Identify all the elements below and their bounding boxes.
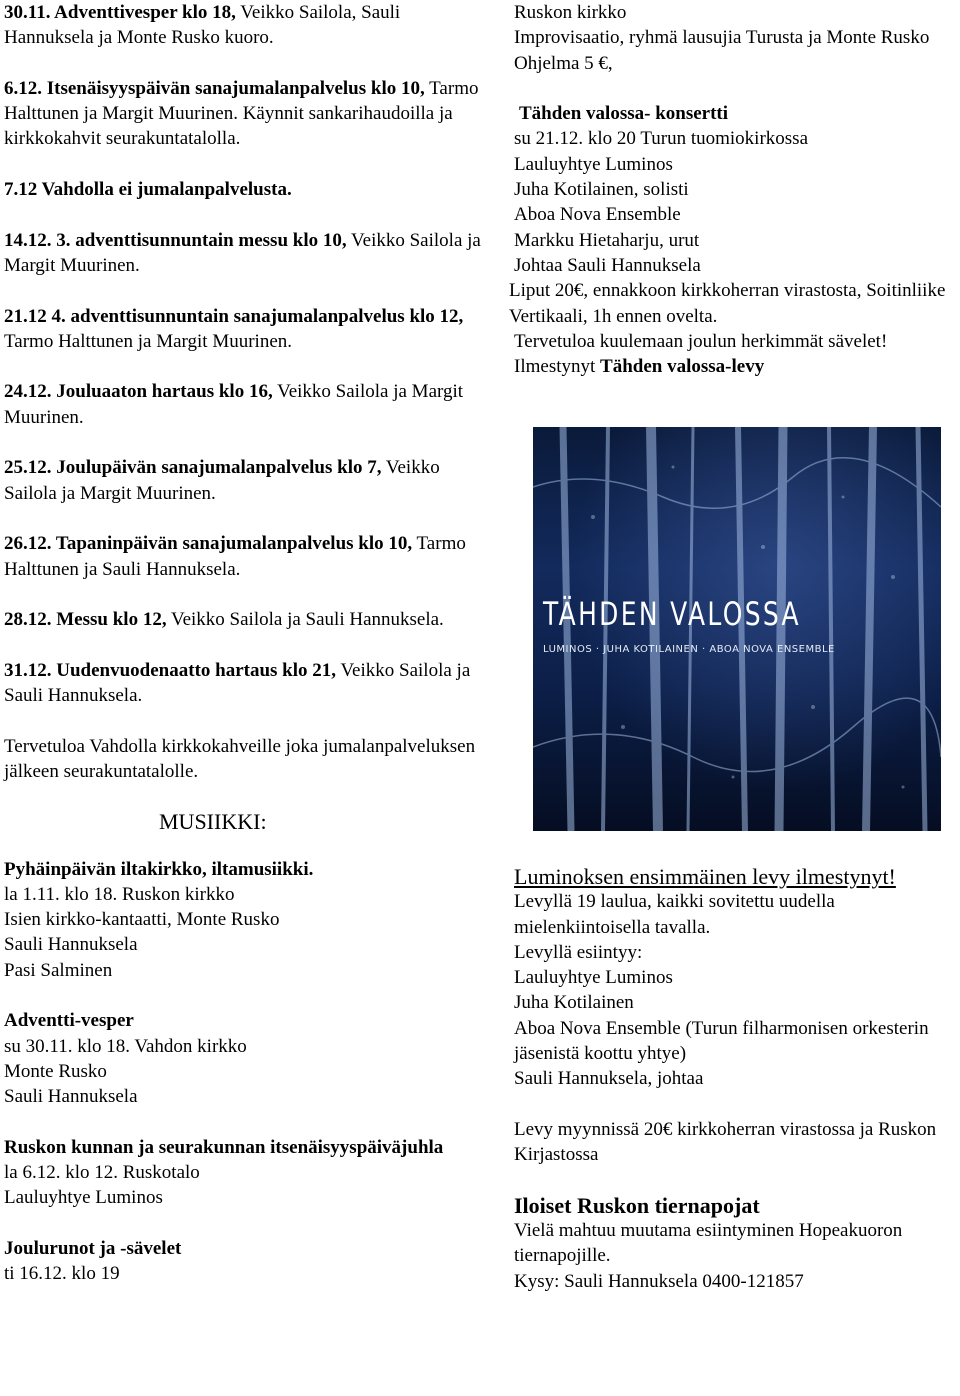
album-line: Levyllä esiintyy: xyxy=(514,941,643,963)
event-line: la 6.12. klo 12. Ruskotalo xyxy=(4,1162,200,1184)
album-line: Levyllä 19 laulua, kaikki sovitettu uudella mielenkiintoisella tavalla. xyxy=(514,891,835,938)
right-lower-column xyxy=(514,864,960,1294)
album-heading: Luminoksen ensimmäinen levy ilmestynyt! xyxy=(514,864,896,889)
album-cover-image xyxy=(533,427,941,831)
album-line: Sauli Hannuksela, johtaa xyxy=(514,1068,704,1090)
event-line: Monte Rusko xyxy=(4,1060,107,1082)
concert-line: Johtaa Sauli Hannuksela xyxy=(514,254,701,276)
event-line: Sauli Hannuksela xyxy=(4,934,138,956)
event-title: Ruskon kunnan ja seurakunnan itsenäisyyspäiväjuhla xyxy=(4,1136,444,1158)
album-line: Juha Kotilainen xyxy=(514,992,634,1014)
album-line: Lauluyhtye Luminos xyxy=(514,967,673,989)
album-line: Aboa Nova Ensemble (Turun filharmonisen orkesterin jäsenistä koottu yhtye) xyxy=(514,1017,929,1065)
tiernapojat-line: Kysy: Sauli Hannuksela 0400-121857 xyxy=(514,1270,804,1292)
concert-line: Markku Hietaharju, urut xyxy=(514,229,700,251)
event-title: Joulurunot ja -sävelet xyxy=(4,1237,182,1259)
concert-line: Aboa Nova Ensemble xyxy=(514,204,681,226)
left-column xyxy=(4,0,494,1287)
schedule-item: 25.12. Joulupäivän sanajumalanpalvelus klo 7, Veikko Sailola ja Margit Muurinen. xyxy=(4,457,440,504)
schedule-item: 30.11. Adventtivesper klo 18, Veikko Sailola, Sauli Hannuksela ja Monte Rusko kuoro. xyxy=(4,2,401,49)
top-line: Ruskon kirkko xyxy=(514,2,627,23)
event-line: Lauluyhtye Luminos xyxy=(4,1187,163,1209)
tiernapojat-heading: Iloiset Ruskon tiernapojat xyxy=(514,1192,760,1218)
schedule-item: 24.12. Jouluaaton hartaus klo 16, Veikko Sailola ja Margit Muurinen. xyxy=(4,381,464,428)
event-line: Sauli Hannuksela xyxy=(4,1086,138,1108)
tickets-text: Liput 20€, ennakkoon kirkkoherran virastosta, Soitinliike Vertikaali, 1h ennen ovelta. xyxy=(509,280,946,327)
event-title: Pyhäinpäivän iltakirkko, iltamusiikki. xyxy=(4,858,314,880)
concert-line: Juha Kotilainen, solisti xyxy=(514,179,689,201)
welcome-text: Tervetuloa Vahdolla kirkkokahveille joka jumalanpalveluksen jälkeen seurakuntatalolle. xyxy=(4,735,476,782)
event-title: Adventti-vesper xyxy=(4,1010,134,1032)
top-line: Improvisaatio, ryhmä lausujia Turusta ja Monte Rusko xyxy=(514,27,930,49)
right-column xyxy=(509,0,960,379)
event-line: su 30.11. klo 18. Vahdon kirkko xyxy=(4,1035,247,1057)
concert-title: Tähden valossa- konsertti xyxy=(519,103,729,125)
concert-line: Lauluyhtye Luminos xyxy=(514,153,673,175)
musiikki-heading: MUSIIKKI: xyxy=(159,809,267,835)
top-line: Ohjelma 5 €, xyxy=(514,52,613,74)
schedule-item: 7.12 Vahdolla ei jumalanpalvelusta. xyxy=(4,179,292,201)
schedule-item: 6.12. Itsenäisyyspäivän sanajumalanpalvelus klo 10, Tarmo Halttunen ja Margit Muurinen. Käynnit sankarihaudoilla ja kirkkokahvit seurakuntatalolla. xyxy=(4,77,479,150)
tiernapojat-line: Vielä mahtuu muutama esiintyminen Hopeakuoron tiernapojille. xyxy=(514,1220,903,1267)
event-line: la 1.11. klo 18. Ruskon kirkko xyxy=(4,883,235,905)
event-line: ti 16.12. klo 19 xyxy=(4,1263,120,1285)
concert-welcome: Tervetuloa kuulemaan joulun herkimmät sävelet! xyxy=(514,330,888,352)
schedule-item: 28.12. Messu klo 12, Veikko Sailola ja Sauli Hannuksela. xyxy=(4,609,444,631)
sales-text: Levy myynnissä 20€ kirkkoherran virastossa ja Ruskon Kirjastossa xyxy=(514,1118,937,1166)
schedule-item: 26.12. Tapaninpäivän sanajumalanpalvelus klo 10, Tarmo Halttunen ja Sauli Hannuksela. xyxy=(4,533,466,580)
schedule-item: 31.12. Uudenvuodenaatto hartaus klo 21, Veikko Sailola ja Sauli Hannuksela. xyxy=(4,659,471,707)
concert-line: su 21.12. klo 20 Turun tuomiokirkossa xyxy=(514,128,809,150)
released-line: Ilmestynyt Tähden valossa-levy xyxy=(514,356,765,378)
schedule-item: 14.12. 3. adventtisunnuntain messu klo 10, Veikko Sailola ja Margit Muurinen. xyxy=(4,229,481,276)
schedule-item: 21.12 4. adventtisunnuntain sanajumalanpalvelus klo 12, Tarmo Halttunen ja Margit Muurinen. xyxy=(4,305,464,352)
cover-title: TÄHDEN VALOSSA xyxy=(543,595,801,633)
event-line: Isien kirkko-kantaatti, Monte Rusko xyxy=(4,909,280,931)
cover-subtitle: LUMINOS · JUHA KOTILAINEN · ABOA NOVA ENSEMBLE xyxy=(543,644,835,655)
event-line: Pasi Salminen xyxy=(4,959,113,981)
